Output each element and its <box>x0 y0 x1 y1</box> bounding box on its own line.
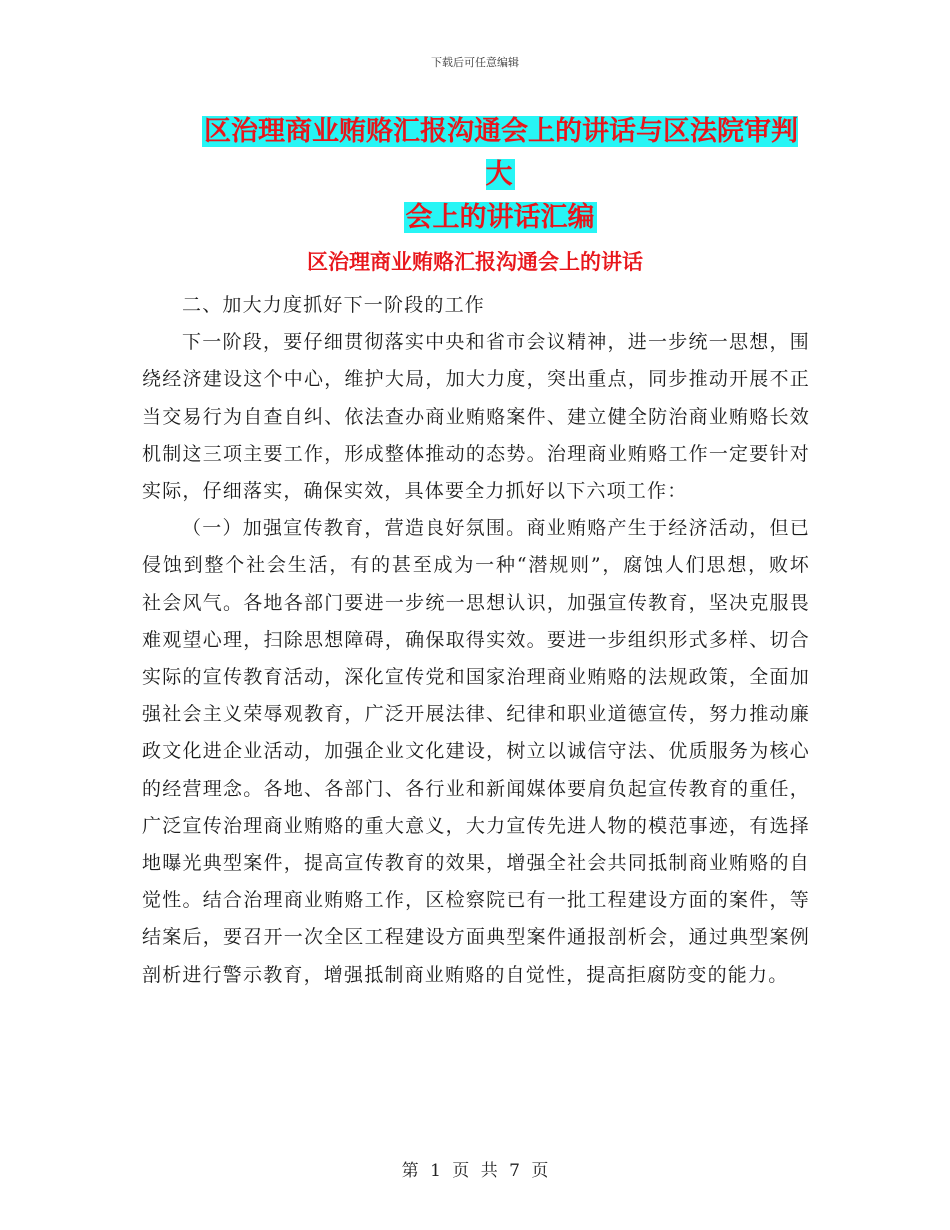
paragraph: （一）加强宣传教育，营造良好氛围。商业贿赂产生于经济活动，但已侵蚀到整个社会生活，有的甚至成为一种“潜规则”，腐蚀人们思想，败坏社会风气。各地各部门要进一步统一思想认识，加强宣传教育，坚决克服畏难观望心理，扫除思想障碍，确保取得实效。要进一步组织形式多样、切合实际的宣传教育活动，深化宣传党和国家治理商业贿赂的法规政策，全面加强社会主义荣辱观教育，广泛开展法律、纪律和职业道德宣传，努力推动廉政文化进企业活动，加强企业文化建设，树立以诚信守法、优质服务为核心的经营理念。各地、各部门、各行业和新闻媒体要肩负起宣传教育的重任，广泛宣传治理商业贿赂的重大意义，大力宣传先进人物的模范事迹，有选择地曝光典型案件，提高宣传教育的效果，增强全社会共同抵制商业贿赂的自觉性。结合治理商业贿赂工作，区检察院已有一批工程建设方面的案件，等结案后，要召开一次全区工程建设方面典型案件通报剖析会，通过典型案例剖析进行警示教育，增强抵制商业贿赂的自觉性，提高拒腐防变的能力。 <box>142 517 810 986</box>
body-text <box>142 287 810 994</box>
main-title <box>190 110 810 239</box>
page-number: 第 1 页 共 7 页 <box>401 1161 549 1181</box>
header-note: 下载后可任意编辑 <box>431 56 519 69</box>
section-title: 区治理商业贿赂汇报沟通会上的讲话 <box>307 250 643 274</box>
main-title-line-1: 区治理商业贿赂汇报沟通会上的讲话与区法院审判大 <box>204 116 798 190</box>
main-title-line-2: 会上的讲话汇编 <box>405 202 595 233</box>
paragraph: 下一阶段，要仔细贯彻落实中央和省市会议精神，进一步统一思想，围绕经济建设这个中心，维护大局，加大力度，突出重点，同步推动开展不正当交易行为自查自纠、依法查办商业贿赂案件、建立健全防治商业贿赂长效机制这三项主要工作，形成整体推动的态势。治理商业贿赂工作一定要针对实际，仔细落实，确保实效，具体要全力抓好以下六项工作： <box>142 331 810 503</box>
paragraph-heading: 二、加大力度抓好下一阶段的工作 <box>182 294 486 316</box>
